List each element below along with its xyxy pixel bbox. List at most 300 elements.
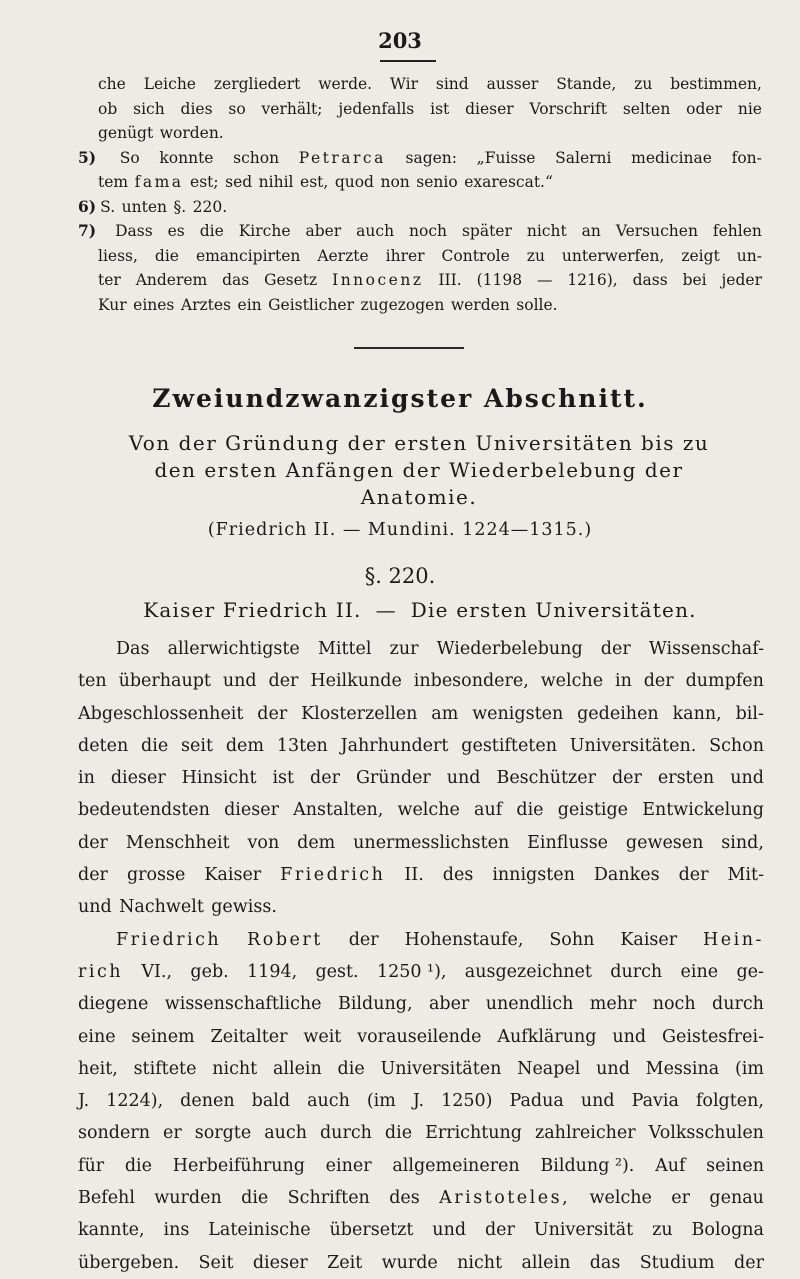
word: VI., [141,961,173,982]
word: von [247,832,280,853]
footnote-number: 5) [78,147,97,167]
body-line [78,633,764,665]
word: für [78,1155,105,1176]
word: ihrer [385,246,425,265]
word: nihil [258,173,294,191]
word: weit [303,1026,342,1047]
word: S. [100,197,116,216]
word: nie [737,99,762,118]
word: und [432,1220,467,1241]
body-line [78,956,764,988]
footnote-number: 7) [78,221,97,240]
body-line [78,891,764,923]
word: die [124,1155,152,1176]
word: liess, [98,246,138,265]
word: Zeitalter [210,1026,288,1047]
word: die [337,1058,365,1079]
word: deten [78,735,129,756]
word: der [611,768,642,789]
word: welche [540,671,604,692]
word: Beschützer [496,768,596,789]
word: geb. [190,961,229,982]
word: Abgeschlossenheit [78,703,244,724]
word: noch [652,994,696,1015]
word: gewesen [625,832,704,853]
word: eines [133,295,175,314]
word: (1198 [476,271,523,289]
footnote-number: 6) [78,196,97,216]
word: genau [709,1188,764,1209]
word: Anderem [135,271,208,289]
word: Sohn [549,929,595,950]
word: Universität [533,1220,634,1241]
paragraph-title-part: Die ersten Universitäten. [410,598,697,622]
word: übersetzt [329,1220,414,1241]
word: ersten [657,768,715,789]
word: allerwichtigste [167,639,300,659]
word: quod [334,173,374,191]
word: nicht [457,1252,503,1273]
word: konnte [159,148,214,167]
word: tem [98,173,129,191]
word: Auf [655,1155,686,1176]
word: Klosterzellen [301,703,418,724]
word: diegene [78,994,149,1015]
body-line [78,762,764,794]
word: Neapel [517,1058,581,1079]
body-line [78,1053,764,1085]
word: Aerzte [317,246,369,265]
word: an [581,222,601,240]
word: zur [389,639,419,659]
footnote-line [78,170,762,195]
body-line [78,1085,764,1117]
word: schon [233,148,280,167]
word: ist [430,99,450,118]
word: in [614,671,632,692]
word: aber [305,222,342,240]
word: noch [409,222,447,240]
word: dumpfen [685,671,764,692]
word: ins [163,1220,190,1241]
word: werde. [318,75,373,93]
word: Mit- [727,865,764,886]
word: Stande, [556,75,617,93]
word: oder [686,99,722,118]
word: Einflusse [527,832,609,853]
word: Entwickelung [642,800,764,821]
word: Bologna [691,1220,764,1241]
word: inbesondere, [413,671,529,692]
word: Befehl [78,1188,135,1209]
word: Jahrhundert [340,735,449,756]
word: dies [180,99,213,118]
word: allgemeineren [392,1155,520,1176]
word: Herbeiführung [172,1155,305,1176]
word: wurde [381,1252,438,1273]
word: so [228,99,246,118]
word: das [222,271,250,289]
word: Gesetz [264,271,318,289]
word: bei [682,271,707,289]
word: sind [435,75,469,93]
body-line [78,1021,764,1053]
word: Aristoteles, [439,1188,571,1209]
word: und [222,671,257,692]
word: auch [264,1123,307,1144]
word: zahlreicher [535,1123,636,1144]
word: un- [736,246,762,265]
word: welche [397,800,460,821]
word: sorgte [194,1123,252,1144]
word: durch [712,994,764,1015]
word: unermesslichsten [353,832,510,853]
word: des [442,865,474,886]
word: gewiss. [211,897,277,918]
word: auf [474,800,503,821]
word: sondern [78,1123,150,1144]
word: Das [116,639,150,659]
word: non [380,173,410,191]
word: Salerni [555,148,612,167]
word: bil- [735,703,764,724]
word: 1224), [106,1091,164,1112]
word: Schriften [287,1188,370,1209]
word: Volksschulen [648,1123,764,1144]
word: das [589,1252,621,1273]
word: Innocenz [332,271,424,289]
word: und [612,1026,647,1047]
word: 220. [192,197,228,216]
word: 1250 ¹), [376,961,447,982]
word: mehr [589,994,637,1015]
word: und [78,897,112,918]
word: nicht [212,1058,258,1079]
word: wurden [154,1188,222,1209]
word: Kaiser [204,865,262,886]
word: fehlen [712,222,762,240]
word: Geistesfrei- [662,1026,764,1047]
word: stiftete [133,1058,197,1079]
word: Seit [198,1252,234,1273]
word: durch [319,1123,372,1144]
word: allein [272,1058,322,1079]
word: Anstalten, [293,800,384,821]
word: gedeihen [577,703,659,724]
word: unten [121,197,167,216]
word: die [199,222,224,240]
word: denen [180,1091,235,1112]
word: eine [78,1026,116,1047]
section-subtitle-line: Anatomie. [360,485,478,509]
word: Lateinische [208,1220,311,1241]
word: der [78,832,108,853]
section-subtitle [74,430,764,511]
word: fama [134,173,184,191]
word: jeder [721,271,762,289]
footnotes [78,72,762,317]
body-line [78,698,764,730]
word: che [98,75,126,93]
word: emancipirten [195,246,301,265]
body-line [78,1182,764,1214]
word: kann, [672,703,722,724]
word: auch [307,1091,350,1112]
word: sich [133,99,165,118]
word: Dankes [593,865,660,886]
page-number-rule [380,60,436,62]
section-title: Zweiundzwanzigster Abschnitt. [152,384,648,413]
word: Friedrich [116,929,222,950]
word: der [678,865,709,886]
word: es [167,222,185,240]
word: folgten, [695,1091,764,1112]
word: unterwerfen, [561,246,665,265]
word: Leiche [143,75,196,93]
paragraph-title [78,598,762,622]
word: worden. [159,124,224,142]
word: (im [734,1058,764,1079]
footnote-line [78,244,762,269]
word: Menschheit [125,832,230,853]
footnote-line [78,72,762,97]
word: „Fuisse [476,148,536,167]
word: 1250) [441,1091,493,1112]
word: werden [450,295,510,314]
footnote-line [78,121,762,146]
word: selten [622,99,671,118]
word: dieser [224,800,279,821]
word: ausgezeichnet [464,961,592,982]
word: Controle [441,246,510,265]
word: grosse [126,865,186,886]
word: Schon [709,735,764,756]
section-subtitle-line: Von der Gründung der ersten Universitäten bis zu [128,431,710,455]
page-number: 203 [378,28,422,53]
body-line [78,794,764,826]
word: geistige [557,800,629,821]
word: des [389,1188,420,1209]
word: Heilkunde [310,671,402,692]
word: später [461,222,512,240]
word: er [162,1123,182,1144]
word: dieser [110,768,166,789]
word: rich [78,961,124,982]
word: die [154,246,179,265]
word: seinen [706,1155,764,1176]
word: Pavia [631,1091,679,1112]
body-line [78,1117,764,1149]
word: der [310,768,340,789]
word: welche [589,1188,652,1209]
word: II. [404,865,424,886]
word: Mittel [317,639,372,659]
word: der [484,1220,515,1241]
word: gestifteten [461,735,557,756]
body-line [78,665,764,697]
word: wenigsten [472,703,564,724]
word: übergeben. [78,1252,180,1273]
word: 1216), [567,271,618,289]
word: der [268,671,299,692]
word: dieser [252,1252,308,1273]
word: aber [428,994,470,1015]
word: Geistlicher [268,295,355,314]
word: eine [680,961,719,982]
word: zugezogen [360,295,445,314]
word: — [536,271,553,289]
section-divider [354,347,464,349]
word: ten [78,671,107,692]
paragraph-title-part: — [375,598,397,622]
word: Universitäten. [569,735,697,756]
word: zu [526,246,545,265]
word: dass [632,271,668,289]
body-text [78,633,764,1279]
word: §. [173,197,187,216]
footnote-line [78,97,762,122]
word: in [78,768,95,789]
word: zu [634,75,653,93]
word: bestimmen, [670,75,762,93]
word: Kur [98,295,127,314]
word: seinem [131,1026,195,1047]
word: durch [610,961,663,982]
word: ob [98,99,118,118]
footnote-line [78,146,762,171]
word: Studium [639,1252,715,1273]
word: heit, [78,1058,118,1079]
word: est; [190,173,219,191]
word: einer [325,1155,372,1176]
body-line [78,1247,764,1279]
word: medicinae [631,148,712,167]
word: Robert [247,929,323,950]
word: allein [521,1252,571,1273]
word: sind, [721,832,764,853]
word: 1194, [247,961,298,982]
word: Aufklärung [497,1026,597,1047]
word: am [431,703,459,724]
word: und [596,1058,630,1079]
word: kannte, [78,1220,145,1241]
word: Wissenschaf- [648,639,764,659]
body-line [78,827,764,859]
word: Wiederbelebung [436,639,583,659]
word: Vorschrift [529,99,607,118]
word: Padua [509,1091,564,1112]
word: die [516,800,544,821]
word: ge- [736,961,764,982]
word: sed [225,173,253,191]
footnote-line [78,219,762,244]
word: nicht [526,222,567,240]
word: Messina [645,1058,720,1079]
word: verhält; [261,99,323,118]
word: die [241,1188,269,1209]
word: gest. [315,961,359,982]
word: Zeit [327,1252,363,1273]
word: und [446,768,481,789]
word: bedeutendsten [78,800,210,821]
word: So [119,148,140,167]
word: Errichtung [425,1123,523,1144]
word: Hein- [703,929,764,950]
paragraph-number: §. 220. [364,564,436,588]
word: Bildung ²). [540,1155,635,1176]
word: J. [78,1091,90,1112]
word: est, [300,173,329,191]
word: Friedrich [280,865,386,886]
footnote-line [78,268,762,293]
footnote-line [78,293,762,318]
word: sagen: [405,148,458,167]
word: ist [272,768,295,789]
word: die [384,1123,413,1144]
word: seit [181,735,213,756]
word: und [580,1091,615,1112]
word: innigsten [492,865,575,886]
word: solle. [516,295,558,314]
section-subtitle-line: den ersten Anfängen der Wiederbelebung der [154,458,684,482]
word: vorauseilende [357,1026,482,1047]
word: ausser [486,75,539,93]
word: der [734,1252,764,1273]
body-line [78,1150,764,1182]
word: Kirche [238,222,291,240]
word: genügt [98,124,154,142]
word: Petrarca [298,148,386,167]
word: Gründer [355,768,431,789]
word: dieser [465,99,514,118]
word: überhaupt [118,671,211,692]
word: wissenschaftliche [164,994,322,1015]
word: er [671,1188,691,1209]
word: exarescat.“ [464,173,553,191]
word: jedenfalls [338,99,415,118]
word: ein [237,295,262,314]
word: Versuchen [615,222,698,240]
word: III. [438,271,462,289]
section-dates: (Friedrich II. — Mundini. 1224—1315.) [207,520,593,540]
body-line [78,924,764,956]
word: Nachwelt [119,897,204,918]
word: 13ten [276,735,328,756]
word: und [730,768,764,789]
word: Universitäten [380,1058,502,1079]
body-line [78,730,764,762]
word: Hohenstaufe, [404,929,524,950]
word: J. [412,1091,425,1112]
word: bald [251,1091,291,1112]
word: ter [98,271,121,289]
word: der [348,929,379,950]
word: Hinsicht [181,768,257,789]
word: die [141,735,169,756]
body-line [78,859,764,891]
word: (im [366,1091,396,1112]
word: senio [416,173,458,191]
word: zeigt [681,246,720,265]
word: dem [297,832,336,853]
word: Wir [389,75,419,93]
body-line [78,988,764,1020]
word: Arztes [180,295,232,314]
body-line [78,1214,764,1246]
word: der [257,703,288,724]
word: zergliedert [213,75,301,93]
word: der [600,639,631,659]
